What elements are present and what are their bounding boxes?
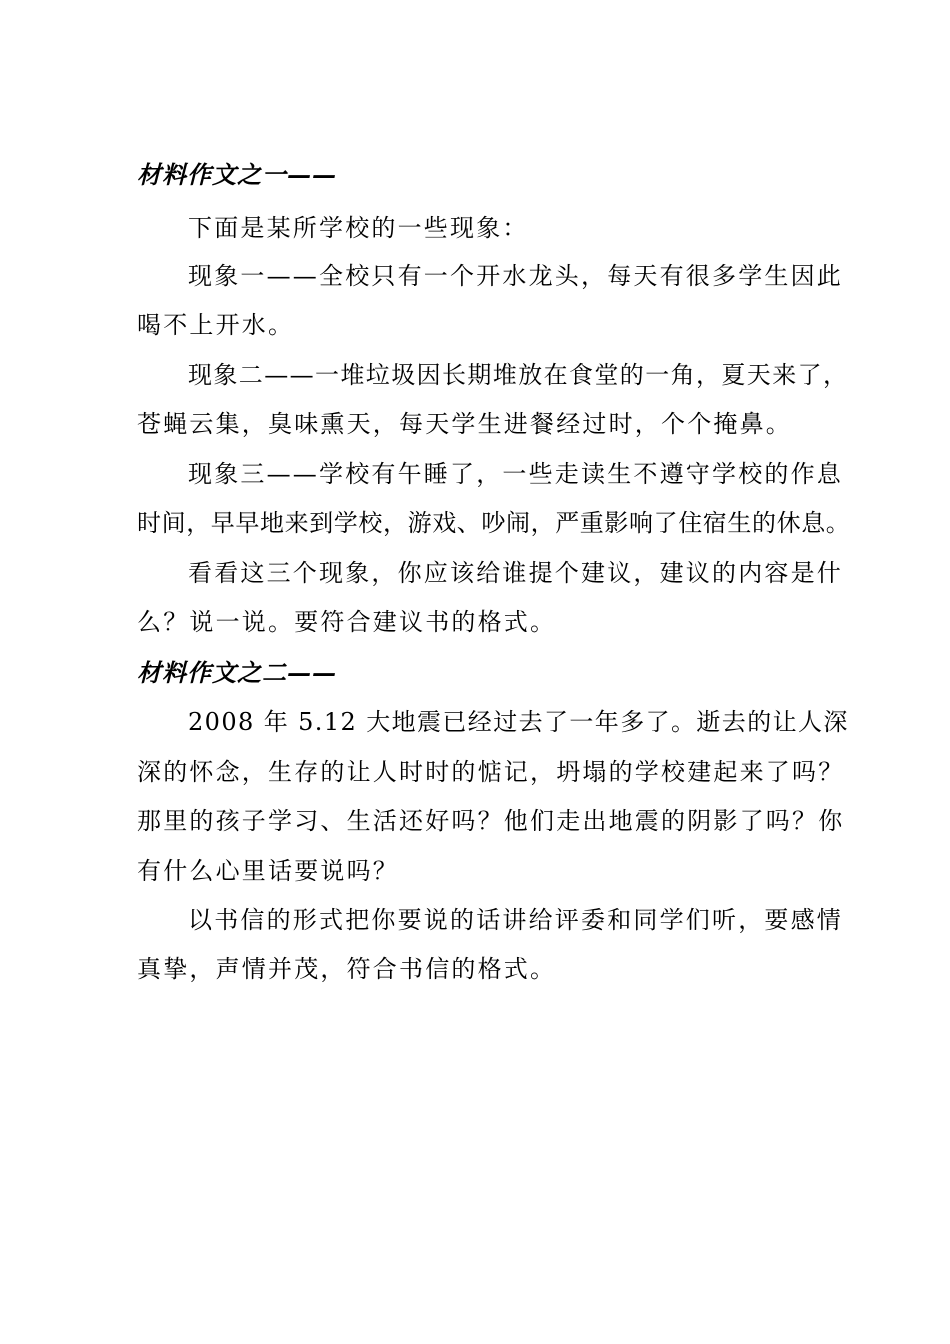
- section-2-line-3: 那里的孩子学习、生活还好吗？他们走出地震的阴影了吗？你: [137, 807, 845, 835]
- section-1-line-5: 苍蝇云集，臭味熏天，每天学生进餐经过时，个个掩鼻。: [137, 410, 792, 438]
- section-2-line-6: 真挚，声情并茂，符合书信的格式。: [137, 955, 557, 983]
- section-1-line-7: 时间，早早地来到学校，游戏、吵闹，严重影响了住宿生的休息。: [137, 509, 851, 537]
- section-1-line-6: 现象三——学校有午睡了，一些走读生不遵守学校的作息: [188, 460, 843, 488]
- section-1-line-9: 么？说一说。要符合建议书的格式。: [137, 608, 557, 636]
- section-2-heading: 材料作文之二——: [137, 658, 337, 687]
- section-2-line-1: 2008 年 5.12 大地震已经过去了一年多了。逝去的让人深: [188, 708, 849, 736]
- section-1-line-4: 现象二——一堆垃圾因长期堆放在食堂的一角，夏天来了，: [188, 361, 849, 389]
- section-1-line-8: 看看这三个现象，你应该给谁提个建议，建议的内容是什: [188, 559, 843, 587]
- section-1-line-2: 现象一——全校只有一个开水龙头，每天有很多学生因此: [188, 262, 843, 290]
- section-1-heading: 材料作文之一——: [137, 160, 337, 189]
- section-1-line-3: 喝不上开水。: [137, 311, 295, 339]
- section-1-line-1: 下面是某所学校的一些现象：: [188, 214, 529, 242]
- section-2-line-2: 深的怀念，生存的让人时时的惦记，坍塌的学校建起来了吗？: [137, 758, 845, 786]
- section-2-line-4: 有什么心里话要说吗？: [137, 857, 399, 885]
- section-2-line-5: 以书信的形式把你要说的话讲给评委和同学们听，要感情: [188, 906, 843, 934]
